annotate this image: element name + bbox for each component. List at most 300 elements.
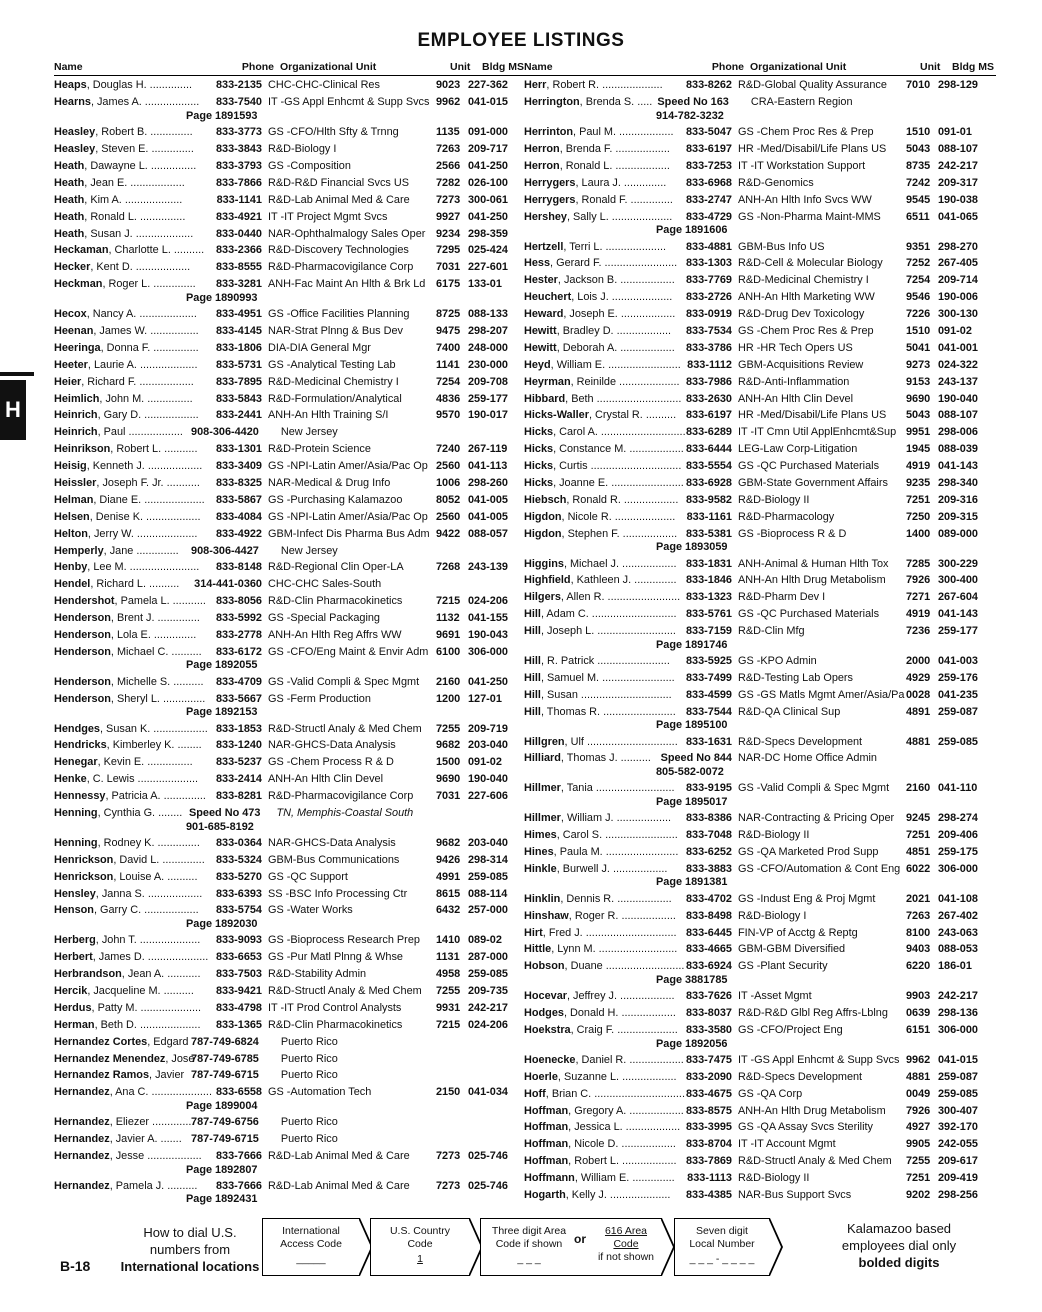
- phone-number: 833-3281: [215, 278, 262, 291]
- unit-code: 9690: [436, 773, 461, 786]
- leader-dots: ....................: [141, 493, 205, 506]
- unit-code: 7255: [906, 1155, 931, 1168]
- bldg-ms: 259-087: [938, 705, 978, 718]
- last-name: Hewitt: [524, 324, 557, 337]
- org-unit: R&D-Clin Pharmacokinetics: [268, 595, 403, 608]
- last-name: Hilliard: [524, 752, 561, 765]
- phone-number: 833-8148: [215, 561, 262, 574]
- org-unit: GS -Composition: [268, 159, 351, 172]
- listing-entry: [54, 261, 526, 275]
- listing-row: [524, 359, 996, 373]
- phone-number: 833-8498: [685, 909, 732, 922]
- org-unit: IT -IT Workstation Support: [738, 159, 866, 172]
- employee-name: [524, 159, 670, 174]
- first-name: , Duane: [564, 960, 603, 973]
- first-name: , Michael J.: [563, 557, 620, 570]
- org-unit: HR -HR Tech Opers US: [738, 341, 853, 354]
- first-name: , Nancy A.: [86, 308, 137, 321]
- last-name: Hertzell: [524, 240, 564, 253]
- bldg-ms: 267-119: [468, 443, 508, 456]
- org-unit: R&D-Discovery Technologies: [268, 244, 409, 257]
- org-unit: R&D-Structl Analy & Med Chem: [268, 985, 422, 998]
- unit-code: 1200: [436, 692, 461, 705]
- org-unit: Puerto Rico: [280, 1133, 338, 1146]
- employee-name: [54, 595, 206, 609]
- org-unit: GS -Chem Proc Res & Prep: [738, 126, 874, 139]
- kalamazoo-note: [824, 1220, 974, 1271]
- unit-code: [443, 426, 474, 440]
- bldg-ms: 267-405: [938, 257, 978, 270]
- org-unit: Puerto Rico: [280, 1052, 338, 1065]
- phone-number: 833-7503: [215, 968, 262, 981]
- first-name: , Michael C.: [110, 645, 169, 658]
- leader-dots: ...................: [132, 227, 194, 240]
- listing-entry: [524, 241, 996, 255]
- listing-entry: [54, 376, 526, 390]
- phone-number: 833-8281: [215, 790, 262, 803]
- bldg-ms: [938, 752, 992, 766]
- employee-name: [524, 735, 678, 750]
- last-name: Hilgers: [524, 591, 561, 604]
- last-name: Hendricks: [54, 739, 107, 752]
- org-unit: NAR-DC Home Office Admin: [738, 752, 877, 765]
- listing-row: [54, 854, 526, 868]
- bldg-ms: [474, 1036, 526, 1050]
- last-name: Hobson: [524, 960, 565, 973]
- box-label: 616 Area Code: [604, 1225, 648, 1250]
- bldg-ms: 259-175: [938, 846, 978, 859]
- leader-dots: ..........: [164, 1179, 198, 1192]
- last-name: Highfield: [524, 574, 571, 587]
- first-name: , Edgard: [147, 1035, 189, 1048]
- unit-code: 7255: [436, 722, 461, 735]
- leader-dots: ..................: [144, 887, 203, 900]
- org-unit: R&D-Formulation/Analytical: [268, 392, 402, 405]
- first-name: , Allen R.: [560, 591, 605, 604]
- bldg-ms: 209-317: [938, 176, 978, 189]
- bldg-ms: 025-746: [468, 1150, 508, 1163]
- listing-row: [524, 1189, 996, 1203]
- listing-entry: [54, 494, 526, 508]
- bldg-ms: 091-02: [468, 756, 502, 769]
- employee-name: [54, 1116, 195, 1130]
- leader-dots: ..................: [617, 990, 675, 1003]
- bldg-ms: 248-000: [468, 341, 508, 354]
- phone-number: 833-0919: [685, 308, 732, 321]
- unit-code: 5043: [906, 143, 931, 156]
- unit-code: 0049: [906, 1087, 931, 1100]
- employee-name: [524, 782, 675, 796]
- listing-row: [524, 393, 996, 407]
- last-name: Henson: [54, 904, 94, 917]
- last-name: Henrickson: [54, 870, 114, 883]
- last-name: Hicks: [524, 426, 554, 439]
- unit-code: 7252: [906, 257, 931, 270]
- unit-code: 2160: [906, 782, 931, 795]
- first-name: , Kelly J.: [565, 1189, 607, 1202]
- phone-number: 833-2366: [215, 244, 262, 257]
- listing-entry: [524, 308, 996, 322]
- unit-code: [436, 578, 468, 592]
- bldg-ms: 300-400: [938, 574, 978, 587]
- listing-entry: [54, 951, 526, 965]
- employee-name: [54, 836, 200, 851]
- listing-entry: [524, 393, 996, 407]
- note-line: employees dial only: [841, 1238, 957, 1253]
- bldg-ms: 259-087: [938, 1070, 978, 1083]
- employee-name: [54, 143, 192, 157]
- listing-row: [54, 1150, 526, 1164]
- employee-name: [524, 846, 679, 860]
- bldg-ms: [474, 426, 526, 440]
- org-unit: R&D-Cell & Molecular Biology: [738, 257, 883, 270]
- phone-number: 833-3409: [215, 460, 262, 473]
- leader-dots: ..............: [133, 544, 179, 557]
- listing-entry: [524, 1189, 996, 1203]
- first-name: , Crystal R.: [588, 409, 643, 422]
- phone-number: 833-3793: [215, 159, 262, 172]
- listing-row: [54, 325, 526, 339]
- listing-row: [54, 278, 526, 292]
- org-unit: GS -CFO/Project Eng: [738, 1024, 843, 1037]
- org-unit: R&D-Biology I: [738, 909, 807, 922]
- phone-number: 833-1365: [215, 1018, 262, 1031]
- unit-code: 6022: [906, 862, 931, 875]
- first-name: , Richard F.: [81, 375, 137, 388]
- employee-name: [54, 629, 197, 643]
- box-label: Seven digit: [696, 1225, 748, 1237]
- phone-number: 833-2135: [215, 79, 262, 92]
- bldg-ms: 088-133: [468, 308, 508, 321]
- howto-line: numbers from: [149, 1242, 231, 1257]
- leader-dots: ....................: [133, 527, 198, 540]
- org-unit: CRA-Eastern Region: [750, 96, 853, 109]
- employee-name: [54, 756, 192, 770]
- listing-entry: [54, 773, 526, 787]
- leader-dots: ..........: [168, 645, 202, 658]
- last-name: Hibbard: [524, 392, 566, 405]
- employee-name: [524, 358, 681, 373]
- unit-code: 0028: [906, 688, 931, 701]
- last-name: Heinrich: [54, 426, 98, 439]
- listing-row: [524, 1138, 996, 1152]
- first-name: , Patricia A.: [105, 790, 161, 803]
- phone-number: 833-9093: [215, 934, 262, 947]
- org-unit: GS -CFO/Automation & Cont Eng: [738, 862, 901, 875]
- listing-row: [54, 578, 526, 592]
- listing-row: [54, 968, 526, 982]
- unit-code: 6432: [436, 904, 461, 917]
- last-name: Henderson: [54, 629, 111, 641]
- listing-row: [524, 177, 996, 191]
- listing-row: [54, 807, 526, 821]
- first-name: , Jackson B.: [557, 274, 618, 287]
- listing-row: [54, 595, 526, 609]
- bldg-ms: 306-000: [468, 645, 508, 658]
- listing-entry: [54, 739, 526, 753]
- listing-entry: [524, 477, 996, 491]
- leader-dots: ...........: [161, 443, 198, 456]
- leader-dots: ..................: [617, 308, 676, 321]
- listing-entry: [54, 528, 526, 542]
- listing-entry: [524, 443, 996, 457]
- leader-dots: ....................: [148, 1086, 212, 1099]
- first-name: , Brenda S.: [579, 96, 635, 109]
- listing-row: [524, 376, 996, 390]
- employee-name: [54, 278, 196, 292]
- phone-number: 787-749-6785: [191, 1052, 259, 1065]
- unit-code: 8052: [436, 493, 461, 506]
- unit-code: 9245: [906, 812, 931, 825]
- pager-or-alt-number: Page 1891606: [656, 224, 728, 237]
- org-unit: NAR-GHCS-Data Analysis: [268, 836, 396, 849]
- last-name: Hodges: [524, 1007, 564, 1020]
- listing-entry: [524, 274, 996, 288]
- bldg-ms: 190-043: [468, 629, 508, 641]
- employee-name: [54, 211, 192, 225]
- first-name: , Cynthia G.: [97, 807, 156, 820]
- unit-code: 9351: [906, 240, 931, 253]
- listing-entry: [54, 837, 526, 851]
- listing-row: [54, 561, 526, 575]
- employee-name: [524, 193, 673, 208]
- listing-row: [524, 194, 996, 208]
- bldg-ms: 298-136: [938, 1007, 978, 1020]
- last-name: Hernandez: [54, 1179, 110, 1192]
- leader-dots: ..............: [154, 612, 200, 625]
- employee-name: [54, 493, 205, 508]
- listing-row: [54, 871, 526, 885]
- org-unit: GS -Pur Matl Plnng & Whse: [268, 951, 403, 964]
- last-name: Himes: [524, 829, 557, 842]
- employee-name: [524, 688, 672, 703]
- listing-entry: [524, 79, 996, 93]
- listing-right: [524, 79, 996, 1202]
- box-blank: _ _ _ - _ _ _ _: [689, 1253, 755, 1265]
- unit-code: 7240: [436, 443, 461, 456]
- bldg-ms: 041-034: [468, 1086, 508, 1099]
- phone-number: 833-1161: [686, 510, 732, 523]
- leader-dots: ...................: [121, 193, 183, 206]
- phone-number: 833-1112: [687, 358, 732, 371]
- unit-code: 1006: [436, 476, 461, 489]
- leader-dots: ...................: [136, 308, 197, 321]
- org-unit: GS -Ferm Production: [268, 692, 371, 705]
- listing-entry: [54, 646, 526, 673]
- unit-code: 2160: [436, 675, 461, 688]
- last-name: Higgins: [524, 557, 564, 570]
- first-name: , Brent J.: [110, 612, 155, 625]
- listing-entry: [524, 194, 996, 208]
- last-name: Heaps: [54, 79, 87, 92]
- leader-dots: ..................: [617, 341, 675, 354]
- phone-number: 833-5761: [685, 608, 732, 621]
- first-name: , Ronald L.: [559, 159, 613, 172]
- bldg-ms: 088-053: [938, 943, 978, 956]
- first-name: , Jean E.: [84, 176, 128, 189]
- box-label: Access Code: [280, 1238, 342, 1250]
- org-unit: R&D-Lab Animal Med & Care: [268, 1150, 410, 1163]
- phone-number: 908-306-4420: [191, 426, 259, 439]
- last-name: Hines: [524, 846, 554, 859]
- org-unit: GS -QA Marketed Prod Supp: [738, 846, 879, 859]
- listing-entry: [524, 655, 996, 669]
- last-name: Heasley: [54, 143, 96, 156]
- leader-dots: ....................: [144, 951, 209, 964]
- employee-name: [524, 1053, 684, 1068]
- listing-row: [54, 359, 526, 373]
- listing-row: [524, 846, 996, 860]
- first-name: , Jerry W.: [87, 527, 134, 540]
- unit-code: 9691: [436, 629, 461, 641]
- bldg-ms: 190-040: [938, 392, 978, 405]
- phone-number: 833-5867: [215, 493, 262, 506]
- bldg-ms: 190-038: [938, 193, 978, 206]
- bldg-ms: [944, 96, 996, 110]
- last-name: Hirt: [524, 926, 543, 939]
- phone-number: 833-4599: [685, 688, 732, 701]
- last-name: Herman: [54, 1018, 95, 1031]
- phone-number: 833-5237: [215, 756, 262, 769]
- listing-entry: [524, 1155, 996, 1169]
- phone-number: 833-6444: [685, 443, 732, 456]
- last-name: Herrygers: [524, 193, 576, 206]
- first-name: , Donald H.: [563, 1007, 619, 1020]
- org-unit: New Jersey: [280, 544, 338, 557]
- listing-entry: [54, 511, 526, 525]
- listing-entry: [54, 393, 526, 407]
- first-name: , Nicole D.: [568, 1138, 619, 1151]
- leader-dots: ..............: [150, 629, 197, 641]
- org-unit: ANH-An Hlth Reg Affrs WW: [268, 629, 402, 641]
- bldg-ms: 230-000: [468, 358, 508, 371]
- listing-row: [524, 990, 996, 1004]
- listing-row: [524, 706, 996, 720]
- listing-entry: [524, 528, 996, 555]
- leader-dots: ..................: [141, 904, 199, 917]
- listing-row: [54, 756, 526, 770]
- employee-name: [524, 1070, 677, 1085]
- org-unit: R&D-Specs Development: [738, 1070, 863, 1083]
- first-name: , Joanne E.: [553, 476, 609, 489]
- employee-name: [54, 1001, 202, 1016]
- leader-dots: ..................: [609, 862, 668, 875]
- listing-row: [54, 79, 526, 93]
- last-name: Heier: [54, 375, 82, 388]
- employee-name: [524, 274, 675, 288]
- employee-name: [524, 1172, 675, 1186]
- leader-dots: ..............................: [582, 926, 677, 939]
- leader-dots: ....................: [614, 1024, 678, 1037]
- bldg-ms: 242-055: [938, 1138, 978, 1151]
- first-name: , Ronald R.: [566, 493, 621, 506]
- leader-dots: ..............: [160, 790, 206, 803]
- listing-row: [524, 943, 996, 957]
- listing-entry: [524, 812, 996, 826]
- unit-code: 9690: [906, 392, 931, 405]
- leader-dots: ..................: [626, 443, 684, 456]
- listing-entry: [524, 426, 996, 440]
- unit-code: 1510: [906, 126, 931, 139]
- last-name: Hicks: [524, 476, 554, 489]
- leader-dots: ..........: [617, 752, 651, 765]
- org-unit: R&D-Global Quality Assurance: [738, 79, 887, 92]
- leader-dots: .....: [634, 96, 653, 109]
- org-unit: R&D-Pharmacovigilance Corp: [268, 790, 414, 803]
- bldg-ms: 091-02: [938, 324, 972, 337]
- org-unit: Puerto Rico: [280, 1116, 338, 1129]
- phone-number: 314-441-0360: [194, 578, 262, 591]
- employee-name: [54, 1150, 202, 1164]
- listing-entry: [524, 846, 996, 860]
- org-unit: GS -Non-Pharma Maint-MMS: [738, 210, 881, 223]
- last-name: Hicks-Waller: [524, 409, 589, 422]
- first-name: , Daniel R.: [575, 1053, 627, 1066]
- last-name: Herbrandson: [54, 968, 122, 981]
- access-code-box: [262, 1218, 360, 1276]
- bldg-ms: 025-746: [468, 1179, 508, 1192]
- listing-row: [524, 143, 996, 157]
- employee-name: [524, 257, 678, 271]
- unit-code: 7251: [906, 1172, 931, 1185]
- first-name: , William E.: [574, 1172, 630, 1185]
- last-name: Herbert: [54, 951, 93, 964]
- listing-entry: [524, 689, 996, 703]
- first-name: , Deborah A.: [556, 341, 618, 354]
- box-label: Local Number: [689, 1238, 755, 1250]
- employee-name: [54, 544, 179, 559]
- org-unit: GS -GS Matls Mgmt Amer/Asia/Pa: [738, 688, 905, 701]
- first-name: , Kimberley K.: [106, 739, 175, 752]
- first-name: , C. Lewis: [86, 773, 135, 786]
- unit-code: 6151: [906, 1024, 931, 1037]
- phone-number: 833-6968: [685, 176, 732, 189]
- last-name: Hoffman: [524, 1138, 569, 1151]
- header-name: Name: [524, 61, 553, 73]
- unit-code: 7400: [436, 341, 461, 354]
- unit-code: 7282: [436, 176, 461, 189]
- leader-dots: ..............: [147, 126, 193, 139]
- listing-entry: [524, 160, 996, 174]
- first-name: , Ulf: [564, 735, 584, 748]
- bldg-ms: 025-424: [468, 244, 508, 257]
- first-name: , Adam C.: [540, 608, 589, 621]
- employee-name: [524, 655, 670, 669]
- org-unit: R&D-Genomics: [738, 176, 814, 189]
- phone-number: 833-5270: [215, 870, 262, 883]
- listing-entry: [524, 1024, 996, 1051]
- employee-name: [54, 773, 199, 787]
- phone-number: 833-7626: [685, 990, 732, 1003]
- listing-row: [524, 241, 996, 255]
- bldg-ms: 041-108: [938, 892, 978, 905]
- employee-name: [524, 291, 673, 305]
- unit-code: 9570: [436, 409, 461, 422]
- listing-row: [54, 1133, 526, 1147]
- first-name: , John T.: [95, 934, 137, 947]
- unit-code: 7263: [906, 909, 931, 922]
- bldg-ms: 267-604: [938, 591, 978, 604]
- employee-name: [54, 1086, 212, 1100]
- employee-name: [54, 409, 199, 423]
- listing-row: [524, 927, 996, 941]
- employee-name: [524, 1155, 677, 1169]
- listing-row: [524, 863, 996, 877]
- unit-code: 7236: [906, 625, 931, 638]
- bldg-ms: 088-107: [938, 409, 978, 422]
- org-unit: R&D-Pharmacovigilance Corp: [268, 261, 414, 274]
- listing-entry: [524, 943, 996, 957]
